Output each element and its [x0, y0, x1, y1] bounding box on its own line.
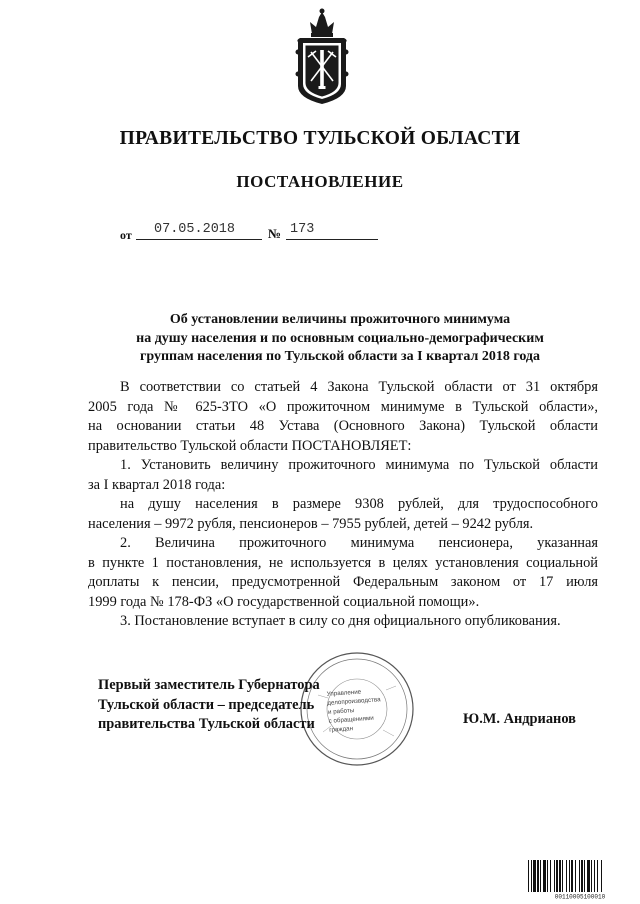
document-number: 173 — [290, 222, 315, 237]
document-barcode — [527, 860, 633, 900]
document-type: ПОСТАНОВЛЕНИЕ — [236, 172, 404, 191]
barcode-bar — [547, 860, 548, 892]
barcode-bar — [587, 860, 590, 892]
barcode-bar — [531, 860, 532, 892]
date-label: от — [120, 228, 132, 242]
barcode-bar — [556, 860, 558, 892]
date-underline — [136, 239, 262, 240]
barcode-bar — [554, 860, 555, 892]
body-line: в пункте 1 постановления, не используется в целях установления социальной — [88, 554, 598, 571]
barcode-bar — [537, 860, 539, 892]
number-underline — [286, 239, 378, 240]
number-label: № — [268, 226, 282, 241]
barcode-bar — [597, 860, 598, 892]
body-line: за I квартал 2018 года: — [88, 476, 226, 493]
body-line: 3. Постановление вступает в силу со дня официального опубликования. — [120, 613, 561, 629]
date-number-line — [120, 222, 520, 244]
stamp-line: и работы — [327, 707, 355, 716]
barcode-bar — [562, 860, 563, 892]
body-line: доплаты к пенсии, предусмотренной Федеральным законом от 17 июля — [88, 574, 598, 590]
signatory-name: Ю.М. Андрианов — [463, 711, 576, 727]
barcode-bar — [601, 860, 602, 892]
organization-title: ПРАВИТЕЛЬСТВО ТУЛЬСКОЙ ОБЛАСТИ — [119, 128, 521, 149]
stamp-line: делопроизводства — [327, 696, 381, 707]
coat-of-arms-emblem — [292, 8, 352, 106]
body-line: правительство Тульской области ПОСТАНОВЛЯЕТ: — [88, 437, 412, 454]
stamp-text — [326, 686, 382, 735]
body-line: на основании статьи 48 Устава (Основного Закона) Тульской области — [88, 418, 598, 434]
subject-line: Об установлении величины прожиточного минимума — [169, 312, 511, 327]
barcode-bar — [550, 860, 551, 892]
body-line: В соответствии со статьей 4 Закона Тульской области от 31 октября — [120, 379, 598, 395]
subject-line: на душу населения и по основным социально-демографическим — [136, 330, 544, 346]
barcode-bar — [569, 860, 570, 892]
position-line: Первый заместитель Губернатора — [98, 677, 320, 693]
body-line: 1999 года № 178-ФЗ «О государственной социальной помощи». — [88, 593, 480, 610]
stamp-line: с обращениями — [328, 714, 374, 725]
barcode-bar — [575, 860, 576, 892]
body-line: 1. Установить величину прожиточного минимума по Тульской области — [120, 457, 598, 473]
barcode-bar — [584, 860, 585, 892]
document-subject — [60, 311, 620, 367]
position-line: Тульской области – председатель — [98, 696, 315, 713]
document-body — [88, 378, 598, 632]
body-line: 2005 года № 625-ЗТО «О прожиточном минимуме в Тульской области», — [88, 398, 598, 415]
barcode-bar — [540, 860, 541, 892]
barcode-bar — [591, 860, 592, 892]
barcode-bar — [533, 860, 536, 892]
document-date: 07.05.2018 — [154, 222, 236, 237]
position-line: правительства Тульской области — [98, 716, 315, 732]
barcode-bar — [528, 860, 529, 892]
barcode-bar — [594, 860, 595, 892]
body-line: на душу населения в размере 9308 рублей, для трудоспособного — [120, 496, 598, 512]
barcode-bar — [571, 860, 573, 892]
barcode-number: 00110005100010 — [554, 893, 606, 900]
barcode-bar — [559, 860, 561, 892]
barcode-bar — [566, 860, 567, 892]
body-line: 2. Величина прожиточного минимума пенсионера, указанная — [120, 535, 598, 551]
barcode-bar — [581, 860, 583, 892]
body-line: населения – 9972 рубля, пенсионеров – 7955 рублей, детей – 9242 рубля. — [88, 515, 534, 532]
signatory-position — [98, 676, 320, 735]
barcode-bar — [579, 860, 580, 892]
stamp-line: граждан — [329, 725, 354, 734]
subject-line: группам населения по Тульской области за I квартал 2018 года — [139, 349, 541, 364]
stamp-line: Управление — [326, 688, 362, 698]
barcode-bar — [543, 860, 546, 892]
